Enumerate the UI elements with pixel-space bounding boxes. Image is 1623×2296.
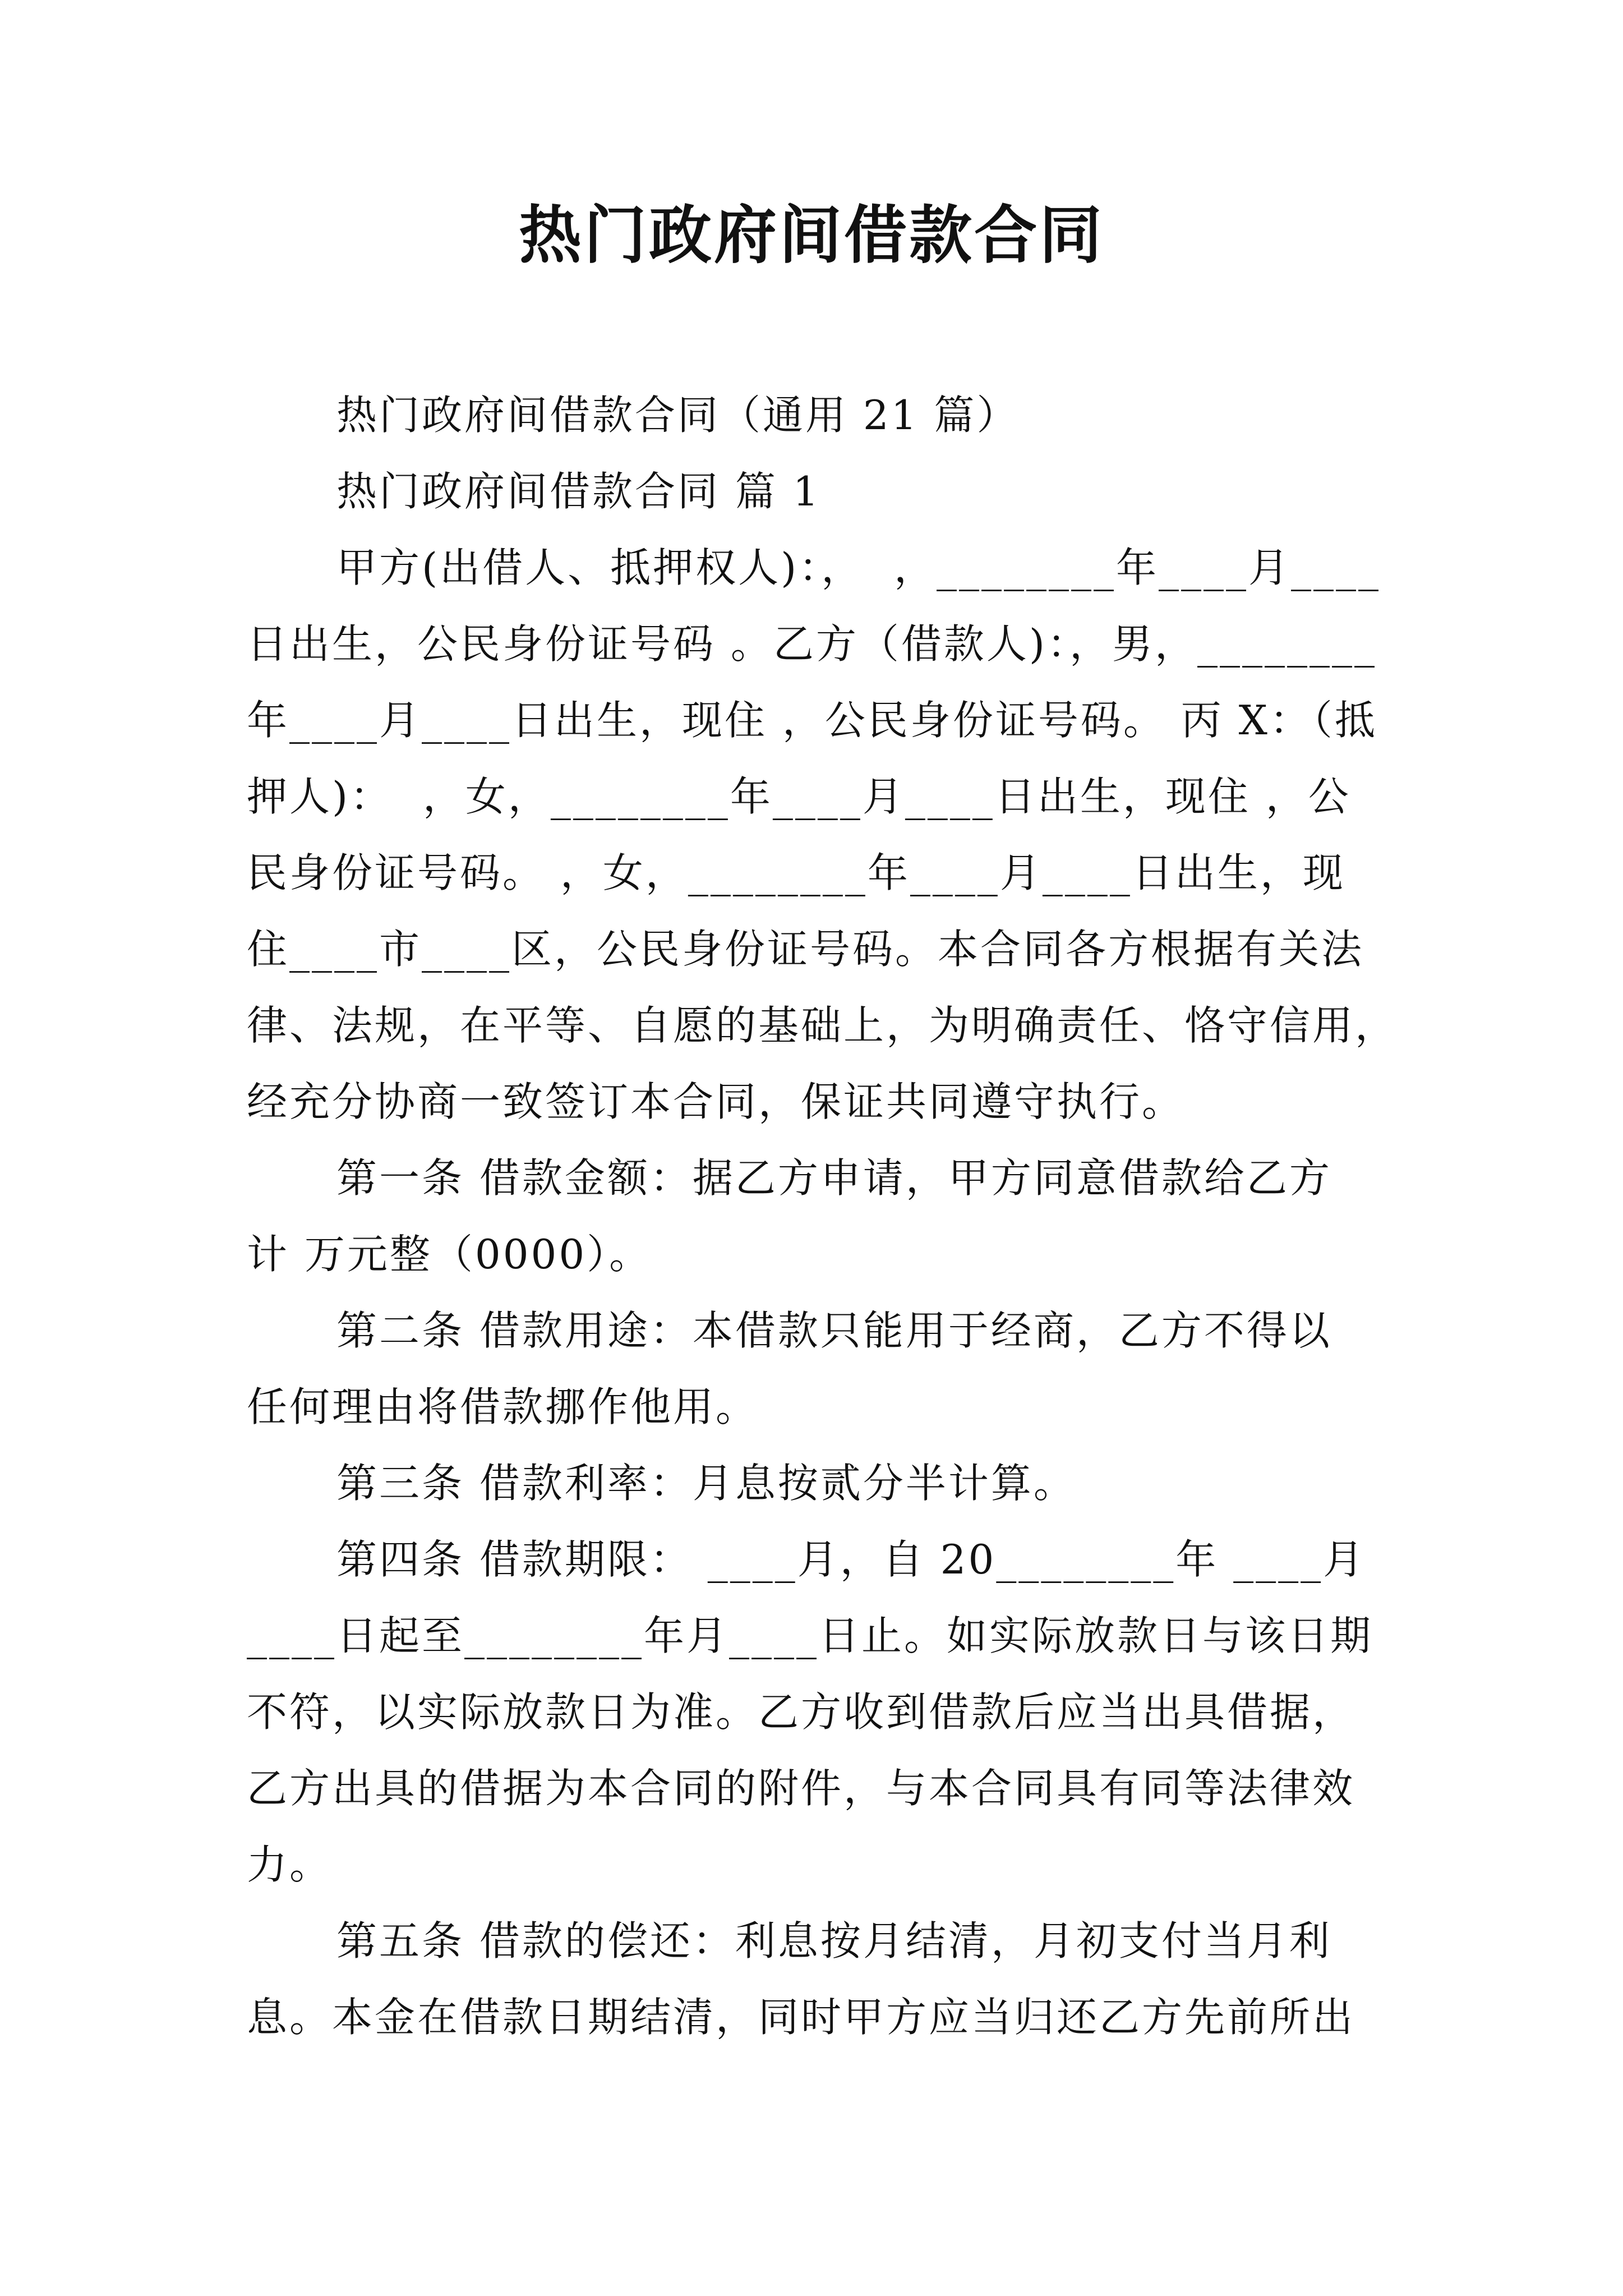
document-line: 热门政府间借款合同（通用 21 篇） <box>336 392 1020 439</box>
document-line: 押人)： ，女，________年____月____日出生，现住 ，公 <box>247 773 1351 820</box>
document-line: 热门政府间借款合同 篇 1 <box>336 468 821 515</box>
document-line: 民身份证号码。 ，女，________年____月____日出生，现 <box>247 849 1345 896</box>
document-line: 律、法规，在平等、自愿的基础上，为明确责任、恪守信用， <box>247 1002 1398 1049</box>
document-line: 第二条 借款用途：本借款只能用于经商，乙方不得以 <box>336 1307 1332 1354</box>
document-line: 第三条 借款利率：月息按贰分半计算。 <box>336 1460 1076 1507</box>
document-line: 不符，以实际放款日为准。乙方收到借款后应当出具借据， <box>247 1688 1355 1736</box>
document-line: 年____月____日出生，现住 ，公民身份证号码。 丙 X：（抵 <box>247 697 1377 744</box>
document-line: 住____市____区，公民身份证号码。本合同各方根据有关法 <box>247 926 1364 973</box>
document-line: 甲方(出借人、抵押权人)：， ，________年____月____ <box>336 544 1381 591</box>
document-line: 乙方出具的借据为本合同的附件，与本合同具有同等法律效 <box>247 1765 1355 1812</box>
document-line: 第一条 借款金额：据乙方申请，甲方同意借款给乙方 <box>336 1154 1332 1202</box>
document-line: 第四条 借款期限： ____月，自 20________年 ____月 <box>336 1536 1366 1583</box>
document-line: ____日起至________年月____日止。如实际放款日与该日期 <box>247 1612 1373 1659</box>
document-line: 力。 <box>247 1841 333 1888</box>
document-title: 热门政府间借款合同 <box>519 199 1104 272</box>
document-line: 第五条 借款的偿还：利息按月结清，月初支付当月利 <box>336 1917 1332 1964</box>
document-line: 息。本金在借款日期结清，同时甲方应当归还乙方先前所出 <box>247 1994 1355 2041</box>
document-line: 任何理由将借款挪作他用。 <box>247 1383 759 1430</box>
document-line: 日出生，公民身份证号码 。乙方（借款人)：，男，________ <box>247 620 1377 668</box>
document-line: 计 万元整（0000）。 <box>247 1231 652 1278</box>
document-line: 经充分协商一致签订本合同，保证共同遵守执行。 <box>247 1078 1185 1125</box>
